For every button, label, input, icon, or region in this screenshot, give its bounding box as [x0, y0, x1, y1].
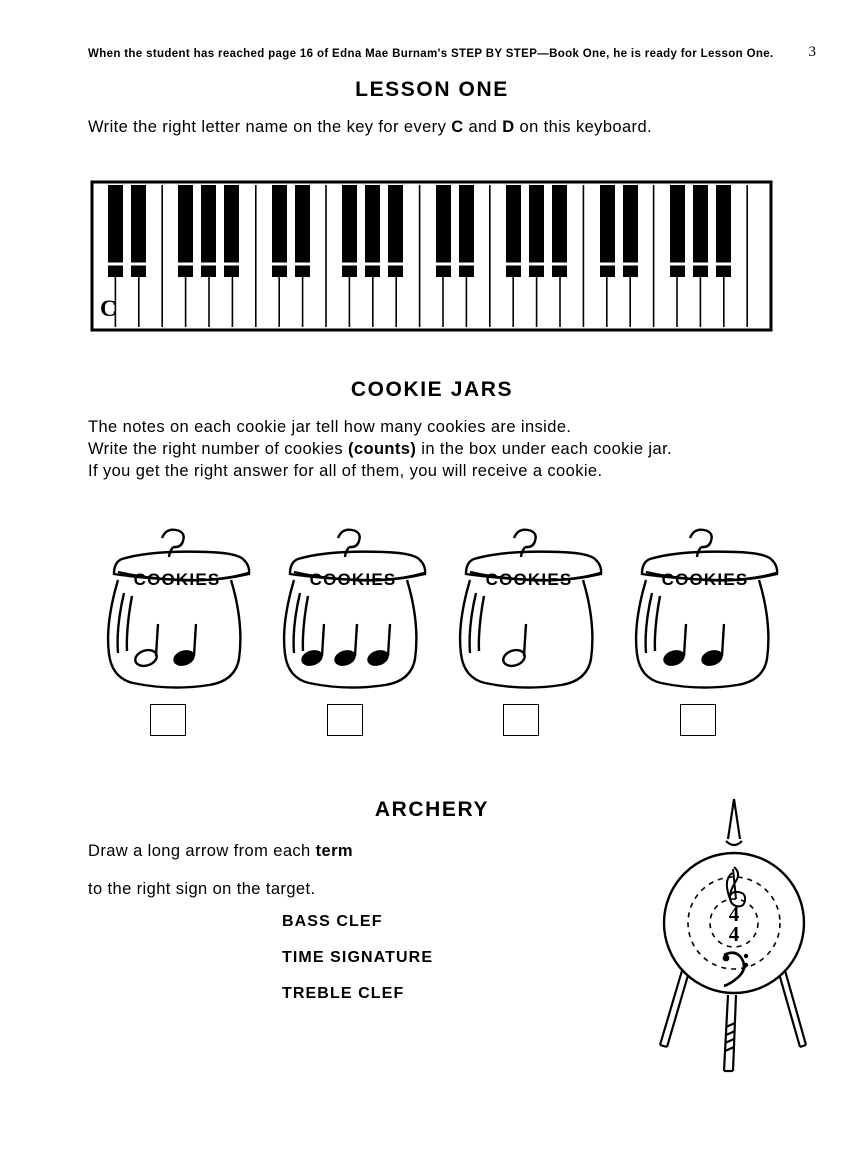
lesson-instruction-part-a: Write the right letter name on the key for every: [88, 118, 452, 136]
piano-keyboard[interactable]: [92, 182, 771, 330]
cookie-jar-1: [88, 508, 266, 698]
cookie-instruction-line-3: If you get the right answer for all of them, you will receive a cookie.: [88, 462, 603, 480]
cookie-jars-title: COOKIE JARS: [350, 378, 514, 401]
cookie-jar-1-notes: [132, 620, 228, 670]
lesson-instruction-note-d: D: [502, 118, 515, 136]
cookie-jar-2: [264, 508, 442, 698]
cookie-jar-3: [440, 508, 618, 698]
cookie-line2-part-a: Write the right number of cookies: [88, 440, 348, 458]
cookie-line2-part-c: in the box under each cookie jar.: [416, 440, 673, 458]
time-signature-bottom: 4: [728, 922, 740, 946]
archery-target[interactable]: [640, 795, 830, 1087]
cookie-jar-4-label: COOKIES: [661, 570, 749, 589]
piano-keyboard-svg: [92, 182, 771, 330]
header-note: When the student has reached page 16 of Edna Mae Burnam's STEP BY STEP—Book One, he is ready for Lesson One.: [88, 48, 774, 60]
lesson-instruction: [88, 118, 652, 137]
archery-title: ARCHERY: [374, 798, 490, 821]
lesson-instruction-part-c: and: [463, 118, 503, 136]
cookie-jar-1-label: COOKIES: [133, 570, 221, 589]
cookie-jar-2-label: COOKIES: [309, 570, 397, 589]
cookie-answer-box-3[interactable]: [503, 704, 539, 736]
cookie-instruction-line-1: The notes on each cookie jar tell how many cookies are inside.: [88, 418, 572, 436]
archery-term-bass-clef[interactable]: BASS CLEF: [282, 913, 383, 930]
cookie-jar-2-notes: [298, 620, 416, 670]
lesson-title: LESSON ONE: [355, 78, 509, 101]
archery-term-treble-clef[interactable]: TREBLE CLEF: [282, 985, 405, 1002]
cookie-answer-box-4[interactable]: [680, 704, 716, 736]
page-number: 3: [808, 44, 816, 60]
cookie-jar-row: [88, 508, 788, 698]
time-signature-icon: [729, 902, 740, 946]
cookie-instruction-line-2: [88, 440, 672, 459]
archery-instruction-line-1: [88, 842, 353, 861]
cookie-answer-box-1[interactable]: [150, 704, 186, 736]
lesson-instruction-part-e: on this keyboard.: [514, 118, 653, 136]
time-signature-top: 4: [728, 902, 740, 926]
archery-line1-part-a: Draw a long arrow from each: [88, 842, 316, 860]
archery-instruction-line-2: to the right sign on the target.: [88, 880, 316, 898]
cookie-jar-4: [616, 508, 794, 698]
cookie-jar-3-notes: [500, 620, 570, 670]
cookie-answer-box-2[interactable]: [327, 704, 363, 736]
cookie-line2-counts: (counts): [348, 440, 417, 458]
keyboard-c-label: C: [100, 296, 117, 321]
cookie-jar-4-notes: [660, 620, 756, 670]
archery-target-svg: [640, 795, 830, 1087]
cookie-jar-3-label: COOKIES: [485, 570, 573, 589]
lesson-instruction-note-c: C: [451, 118, 464, 136]
archery-term-time-signature[interactable]: TIME SIGNATURE: [282, 949, 434, 966]
archery-line1-term: term: [315, 842, 353, 860]
